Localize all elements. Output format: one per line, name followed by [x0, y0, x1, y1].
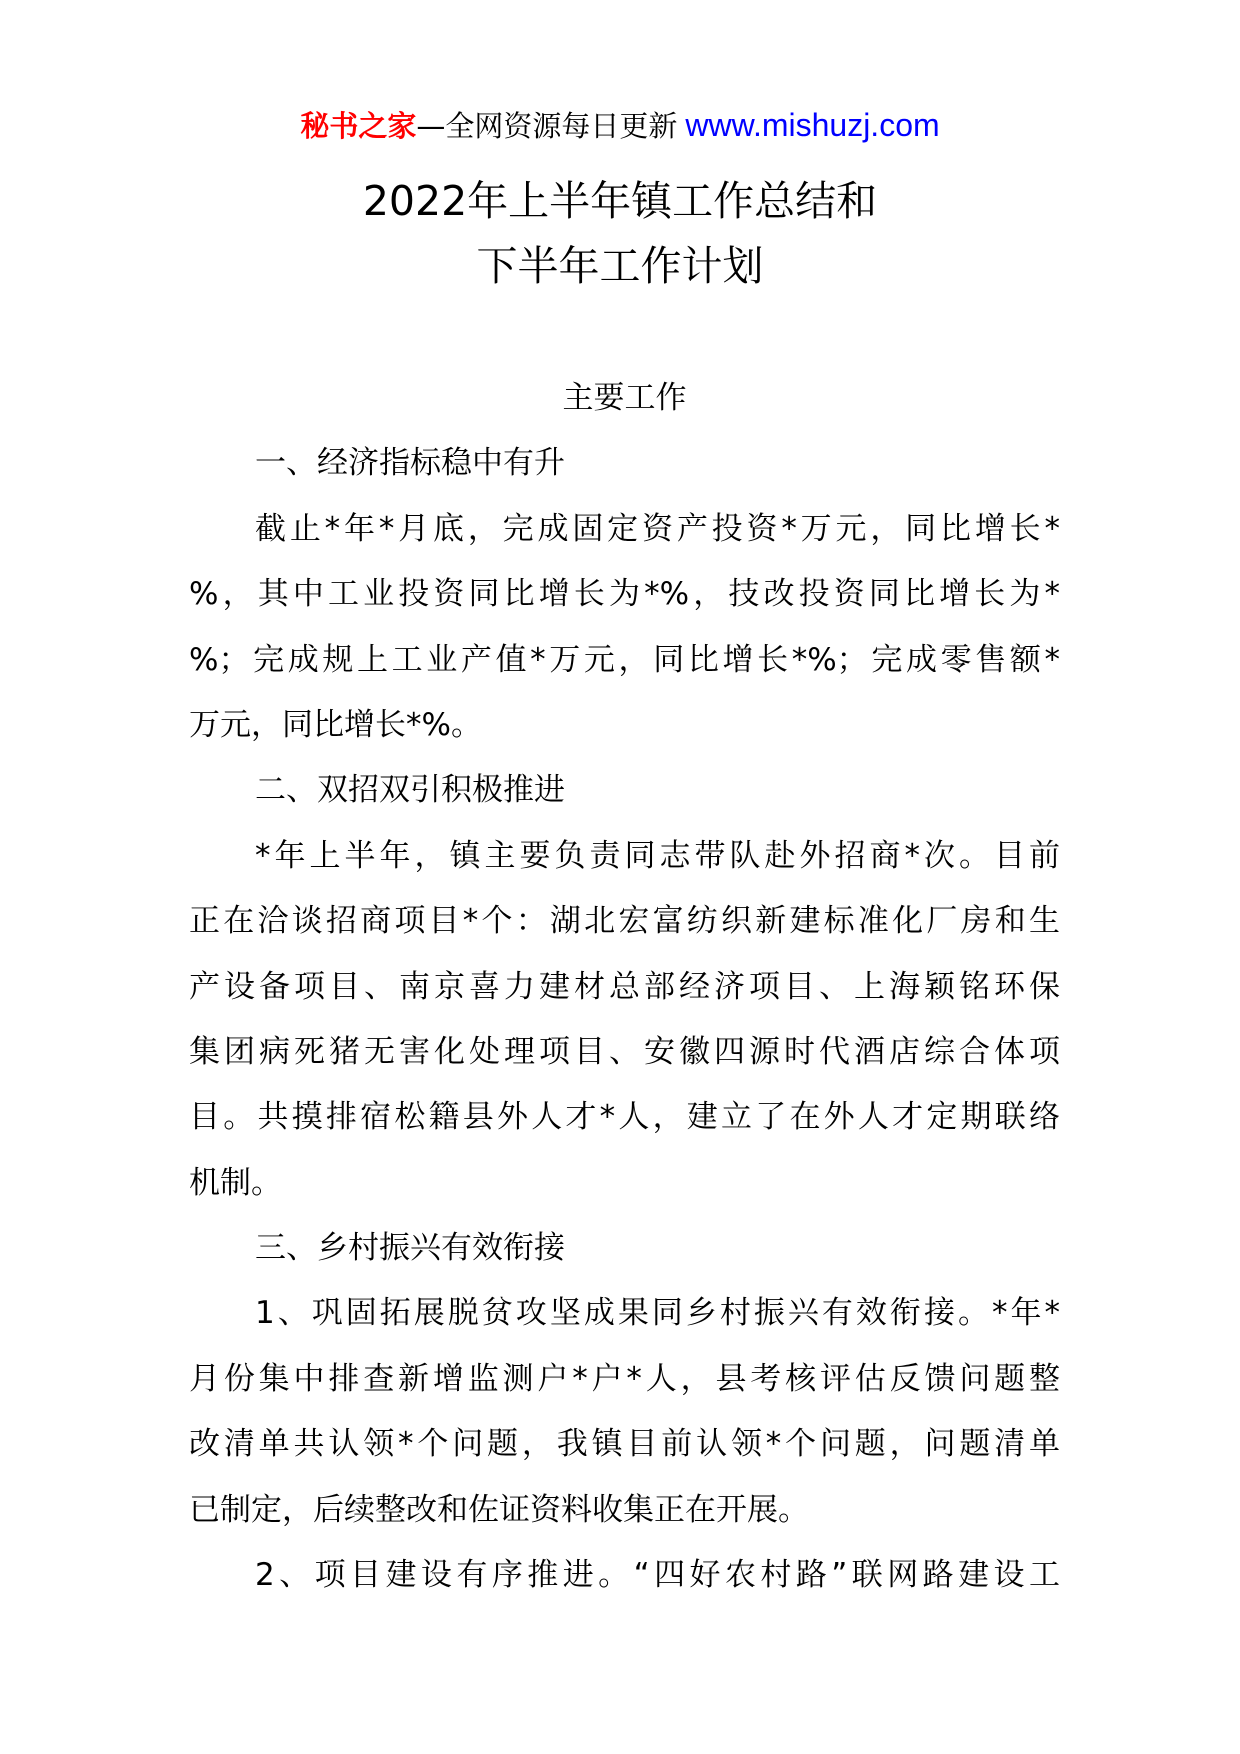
paragraph-line: 1、巩固拓展脱贫攻坚成果同乡村振兴有效衔接。*年* — [255, 1295, 1060, 1332]
paragraph-line: %，其中工业投资同比增长为*%，技改投资同比增长为* — [189, 576, 1060, 613]
paragraph-line: 2、项目建设有序推进。“四好农村路”联网路建设工 — [255, 1557, 1060, 1594]
paragraph-line: 正在洽谈招商项目*个：湖北宏富纺织新建标准化厂房和生 — [189, 903, 1060, 940]
document-title-line-2: 下半年工作计划 — [476, 242, 764, 290]
section-heading: 一、经济指标稳中有升 — [255, 445, 565, 482]
watermark-header — [0, 104, 1240, 145]
document-body — [189, 366, 1060, 1608]
paragraph-line: 机制。 — [189, 1164, 282, 1201]
section-title: 主要工作 — [562, 380, 687, 416]
paragraph-line: *年上半年，镇主要负责同志带队赴外招商*次。目前 — [255, 837, 1060, 874]
paragraph-line: 目。共摸排宿松籍县外人才*人，建立了在外人才定期联络 — [189, 1099, 1060, 1136]
paragraph-line: 集团病死猪无害化处理项目、安徽四源时代酒店综合体项 — [189, 1033, 1060, 1070]
paragraph-line: %；完成规上工业产值*万元，同比增长*%；完成零售额* — [189, 641, 1060, 678]
paragraph-line: 产设备项目、南京喜力建材总部经济项目、上海颖铭环保 — [189, 968, 1060, 1005]
site-url-link[interactable]: www.mishuzj.com — [685, 107, 940, 143]
brand-name: 秘书之家 — [300, 109, 417, 143]
paragraph-line: 月份集中排查新增监测户*户*人，县考核评估反馈问题整 — [189, 1360, 1060, 1397]
slogan: —全网资源每日更新 — [416, 109, 678, 143]
paragraph-line: 截止*年*月底，完成固定资产投资*万元，同比增长* — [255, 510, 1060, 547]
section-heading: 二、双招双引积极推进 — [255, 772, 565, 809]
document-title-line-1: 2022年上半年镇工作总结和 — [362, 177, 878, 225]
section-heading: 三、乡村振兴有效衔接 — [255, 1230, 565, 1267]
paragraph-line: 改清单共认领*个问题，我镇目前认领*个问题，问题清单 — [189, 1426, 1060, 1463]
paragraph-line: 已制定，后续整改和佐证资料收集正在开展。 — [189, 1491, 809, 1528]
body-lines — [189, 431, 1060, 1608]
paragraph-line: 万元，同比增长*%。 — [189, 706, 482, 743]
